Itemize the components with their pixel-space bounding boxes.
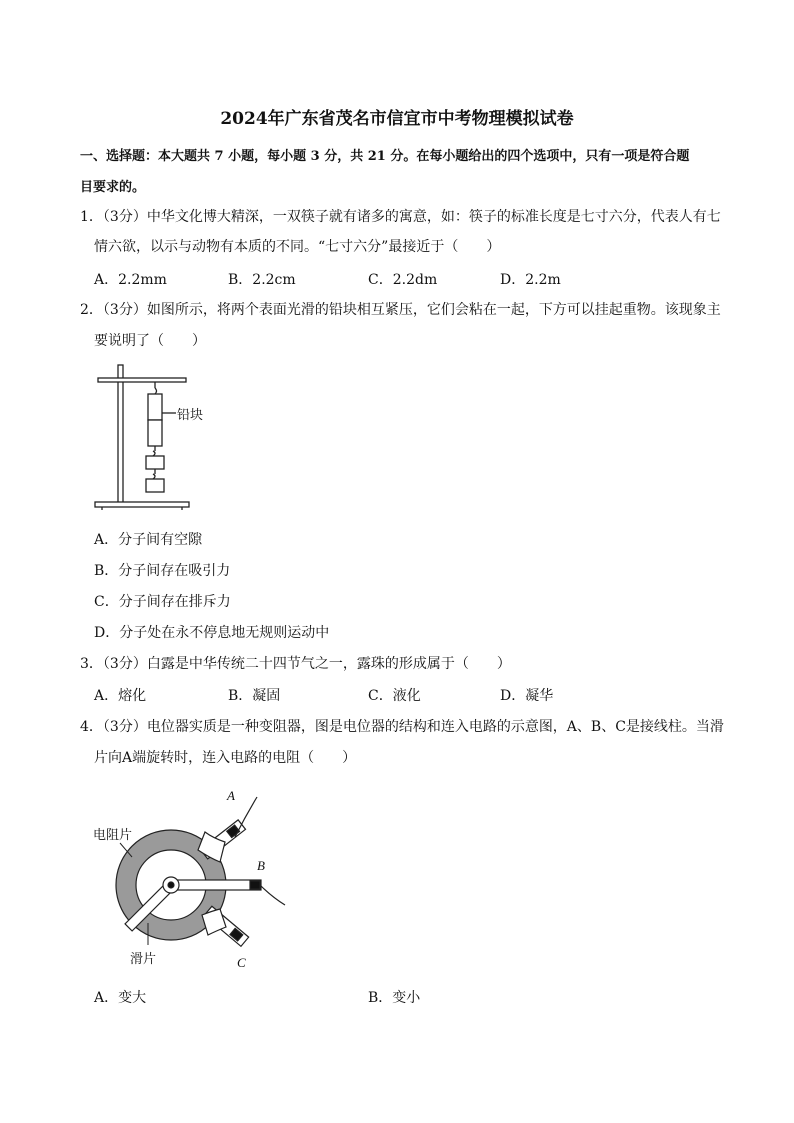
- q1-option-b[interactable]: B．2.2cm: [228, 272, 296, 288]
- section-header-line1: 一、选择题：本大题共 7 小题，每小题 3 分，共 21 分。在每小题给出的四个选项中，只有一项是符合题: [80, 149, 690, 164]
- q4-option-b[interactable]: B．变小: [368, 990, 421, 1006]
- page-title: 2024年广东省茂名市信宜市中考物理模拟试卷: [220, 109, 574, 129]
- resistor-strip-label: 电阻片: [93, 828, 133, 843]
- terminal-b-label: B: [257, 858, 265, 873]
- lead-block-label: 铅块: [177, 408, 204, 423]
- q4-option-a[interactable]: A．变大: [94, 990, 147, 1006]
- q2-stem-line1: 2．（3分）如图所示，将两个表面光滑的铅块相互紧压，它们会粘在一起，下方可以挂起重物。该现象主: [80, 302, 721, 318]
- potentiometer-figure: [90, 785, 300, 975]
- q1-option-a[interactable]: A．2.2mm: [94, 272, 167, 288]
- q1-option-d[interactable]: D．2.2m: [500, 272, 561, 288]
- q4-stem-line2: 片向A端旋转时，连入电路的电阻（ ）: [94, 750, 357, 766]
- terminal-c-label: C: [237, 955, 246, 970]
- q2-stem-line2: 要说明了（ ）: [94, 333, 206, 349]
- q2-option-d[interactable]: D．分子处在永不停息地无规则运动中: [94, 625, 330, 641]
- q3-option-d[interactable]: D．凝华: [500, 688, 554, 704]
- terminal-a-label: A: [227, 788, 235, 803]
- slider-label: 滑片: [130, 952, 157, 967]
- q1-stem-line1: 1．（3分）中华文化博大精深，一双筷子就有诸多的寓意，如：筷子的标准长度是七寸六分，代表人有七: [80, 209, 721, 225]
- lead-block-figure: [90, 360, 200, 515]
- q2-option-a[interactable]: A．分子间有空隙: [94, 532, 203, 548]
- q4-stem-line1: 4．（3分）电位器实质是一种变阻器，图是电位器的结构和连入电路的示意图，A、B、C是接线柱。当滑: [80, 719, 724, 735]
- q2-option-b[interactable]: B．分子间存在吸引力: [94, 563, 231, 579]
- q3-option-a[interactable]: A．熔化: [94, 688, 147, 704]
- q3-option-c[interactable]: C．液化: [368, 688, 421, 704]
- q1-option-c[interactable]: C．2.2dm: [368, 272, 438, 288]
- q1-stem-line2: 情六欲，以示与动物有本质的不同。“七寸六分”最接近于（ ）: [94, 239, 501, 255]
- section-header-line2: 目要求的。: [80, 180, 146, 195]
- q2-option-c[interactable]: C．分子间存在排斥力: [94, 594, 231, 610]
- q3-option-b[interactable]: B．凝固: [228, 688, 281, 704]
- q3-stem-line1: 3．（3分）白露是中华传统二十四节气之一，露珠的形成属于（ ）: [80, 656, 511, 672]
